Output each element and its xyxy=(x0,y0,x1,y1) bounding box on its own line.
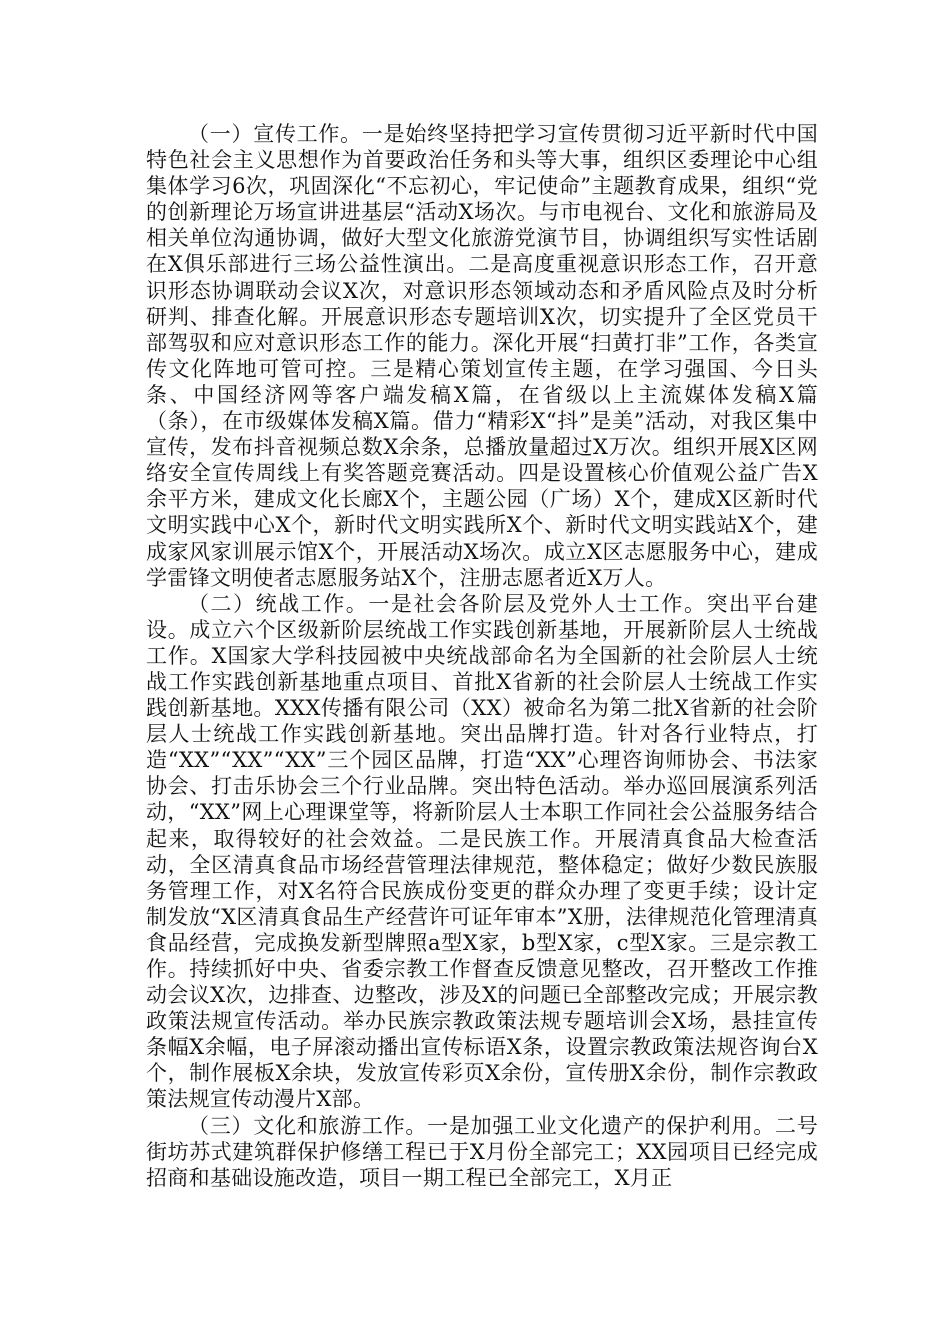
document-body xyxy=(146,121,818,1191)
paragraph-culture-tourism-work: （三）文化和旅游工作。一是加强工业文化遗产的保护利用。二号街坊苏式建筑群保护修缮工程已于X月份全部完工；XX园项目已经完成招商和基础设施改造，项目一期工程已全部完工，X月正 xyxy=(146,1113,818,1190)
paragraph-publicity-work: （一）宣传工作。一是始终坚持把学习宣传贯彻习近平新时代中国特色社会主义思想作为首要政治任务和头等大事，组织区委理论中心组集体学习6次，巩固深化“不忘初心，牢记使命”主题教育成果，组织“党的创新理论万场宣讲进基层“活动X场次。与市电视台、文化和旅游局及相关单位沟通协调，做好大型文化旅游党演节目，协调组织写实性话剧在X俱乐部进行三场公益性演出。二是高度重视意识形态工作，召开意识形态协调联动会议X次，对意识形态领域动态和矛盾风险点及时分析研判、排查化解。开展意识形态专题培训X次，切实提升了全区党员干部驾驭和应对意识形态工作的能力。深化开展“扫黄打非”工作，各类宣传文化阵地可管可控。三是精心策划宣传主题，在学习强国、今日头条、中国经济网等客户端发稿X篇，在省级以上主流媒体发稿X篇（条），在市级媒体发稿X篇。借力“精彩X“抖”是美”活动，对我区集中宣传，发布抖音视频总数X余条，总播放量超过X万次。组织开展X区网络安全宣传周线上有奖答题竞赛活动。四是设置核心价值观公益广告X余平方米，建成文化长廊X个，主题公园（广场）X个，建成X区新时代文明实践中心X个，新时代文明实践所X个、新时代文明实践站X个，建成家风家训展示馆X个，开展活动X场次。成立X区志愿服务中心，建成学雷锋文明使者志愿服务站X个，注册志愿者近X万人。 xyxy=(146,122,818,590)
paragraph-united-front-work: （二）统战工作。一是社会各阶层及党外人士工作。突出平台建设。成立六个区级新阶层统战工作实践创新基地，开展新阶层人士统战工作。X国家大学科技园被中央统战部命名为全国新的社会阶层人士统战工作实践创新基地重点项目、首批X省新的社会阶层人士统战工作实践创新基地。XXX传播有限公司（XX）被命名为第二批X省新的社会阶层人士统战工作实践创新基地。突出品牌打造。针对各行业特点，打造“XX”“XX”“XX”三个园区品牌，打造“XX”心理咨询师协会、书法家协会、打击乐协会三个行业品牌。突出特色活动。举办巡回展演系列活动，“XX”网上心理课堂等，将新阶层人士本职工作同社会公益服务结合起来，取得较好的社会效益。二是民族工作。开展清真食品大检查活动，全区清真食品市场经营管理法律规范，整体稳定；做好少数民族服务管理工作，对X名符合民族成份变更的群众办理了变更手续；设计定制发放“X区清真食品生产经营许可证年审本”X册，法律规范化管理清真食品经营，完成换发新型牌照a型X家，b型X家，c型X家。三是宗教工作。持续抓好中央、省委宗教工作督查反馈意见整改，召开整改工作推动会议X次，边排查、边整改，涉及X的问题已全部整改完成；开展宗教政策法规宣传活动。举办民族宗教政策法规专题培训会X场，悬挂宣传条幅X余幅，电子屏滚动播出宣传标语X条，设置宗教政策法规咨询台X个，制作展板X余块，发放宣传彩页X余份，宣传册X余份，制作宗教政策法规宣传动漫片X部。 xyxy=(146,591,818,1112)
